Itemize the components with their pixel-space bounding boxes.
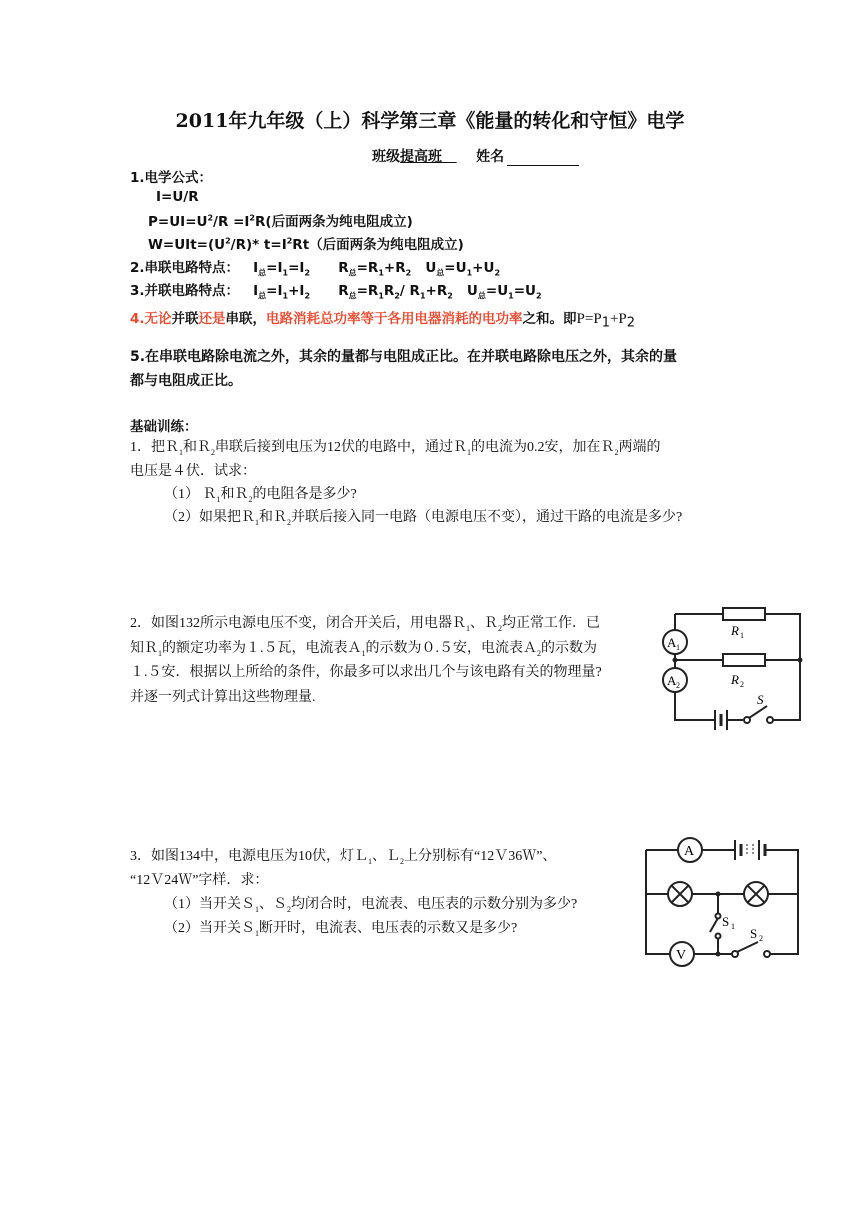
q3-line-2: “12Ｖ24Ｗ”字样．求： [130,873,269,888]
svg-text:1: 1 [731,922,735,931]
ammeter-label: A [684,844,695,859]
svg-text:2: 2 [759,934,763,943]
formula-work: $W=UIt=(U^2/R)*$ $t=I^2Rt$（后面两条为纯电阻成立) [148,236,464,253]
parallel-circuit-line: 3.并联电路特点： $I_总=I_1+I_2$ $R_总=R_1R_2/$ $R_1+R_2$ $U_总=U_1=U_2$ [130,283,542,301]
r1-resistor [723,608,765,620]
switch-s1-icon [716,914,721,919]
q2-line-3: １.５安．根据以上所给的条件，你最多可以求出几个与该电路有关的物理量? [130,665,602,680]
formula-power: $P=UI=U^2/R =I^2R$(后面两条为纯电阻成立) [148,213,413,230]
q1-part-1: （1） Ｒ$_1$和Ｒ$_2$的电阻各是多少? [164,487,357,504]
q1-line-1: 1．把Ｒ$_1$和Ｒ$_2$串联后接到电压为12伏的电路中，通过Ｒ$_1$的电流为0.2安，加在Ｒ$_2$两端的 [130,440,661,457]
formula-ohm: I=U/R [156,189,199,205]
s1-label: S [722,914,730,929]
s-label: S [757,692,764,707]
name-label: 姓名 [476,149,505,165]
q2-line-1: 2．如图132所示电源电压不变，闭合开关后，用电器Ｒ$_1$、Ｒ$_2$均正常工作．已 [130,616,600,633]
r2-resistor [723,654,765,666]
series-circuit-line: 2.串联电路特点： $I_总=I_1=I_2$ $R_总=R_1+R_2$ $U_总=U_1+U_2$ [130,260,501,278]
a1-label: A [667,635,677,650]
svg-text:1: 1 [676,643,680,652]
q3-part-2: （2）当开关Ｓ$_1$断开时，电流表、电压表的示数又是多少? [164,921,518,938]
r2-label: R [731,672,739,687]
q2-line-4: 并逐一列式计算出这些物理量. [130,690,316,705]
svg-text:1: 1 [740,631,744,640]
s2-label: S [750,926,758,941]
point-5-line-1: 5.在串联电路除电流之外，其余的量都与电阻成正比。在并联电路除电压之外，其余的量 [130,349,678,365]
formula-heading: 1.电学公式： [130,170,213,186]
q2-circuit-diagram [645,600,810,735]
point-4: 4.无论并联还是串联，电路消耗总功率等于各用电器消耗的电功率之和。即$P=P_1+P_2$ [130,311,636,331]
a2-label: A [667,673,677,688]
q3-circuit-diagram [640,830,805,970]
q3-part-1: （1）当开关Ｓ$_1$、Ｓ$_2$均闭合时，电流表、电压表的示数分别为多少? [164,897,578,914]
class-value: 提高班 [400,149,442,165]
q1-line-2: 电压是４伏．试求： [130,464,256,479]
voltmeter-label: V [676,948,687,963]
svg-text:2: 2 [740,680,744,689]
name-blank[interactable] [507,150,579,166]
svg-text:2: 2 [676,681,680,690]
class-label: 班级 [372,149,400,165]
training-heading: 基础训练： [130,419,198,435]
q2-line-2: 知Ｒ$_1$的额定功率为１.５瓦，电流表Ａ$_1$的示数为０.５安，电流表Ａ$_2$的示数为 [130,641,597,658]
q3-line-1: 3．如图134中，电源电压为10伏，灯Ｌ$_1$、Ｌ$_2$上分别标有“12Ｖ36Ｗ”、 [130,849,557,866]
q1-part-2: （2）如果把Ｒ$_1$和Ｒ$_2$并联后接入同一电路（电源电压不变），通过干路的电流是多少? [164,510,683,527]
class-name-line [372,146,579,166]
point-5-line-2: 都与电阻成正比。 [130,373,242,389]
page-title: 2011年九年级（上）科学第三章《能量的转化和守恒》电学 [175,110,685,132]
r1-label: R [731,623,739,638]
